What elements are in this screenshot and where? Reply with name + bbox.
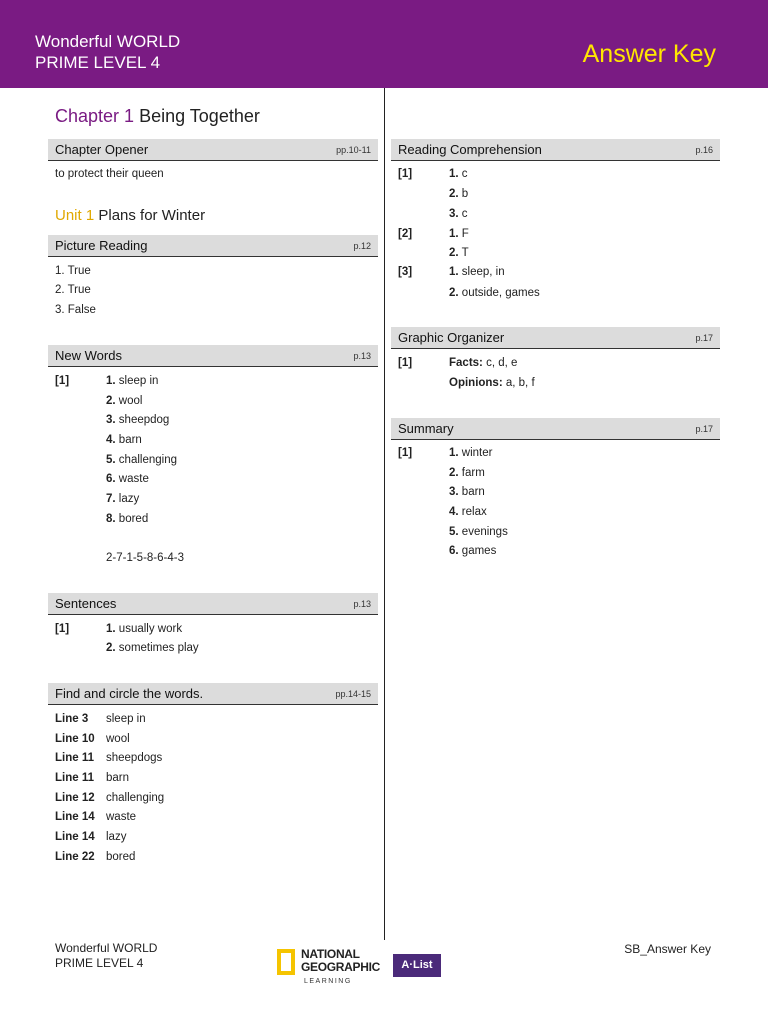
line-number: Line 14 xyxy=(55,831,95,843)
yellow-border-icon xyxy=(277,949,295,975)
list-item: 1. F xyxy=(449,228,469,240)
list-item: 2. T xyxy=(449,247,469,259)
section-bar-reading-comprehension: Reading Comprehension p.16 xyxy=(391,139,720,161)
line-number: Line 3 xyxy=(55,713,89,725)
word-sequence: 2-7-1-5-8-6-4-3 xyxy=(106,552,184,564)
section-number: [1] xyxy=(398,168,413,180)
found-word: lazy xyxy=(106,831,127,843)
line-number: Line 12 xyxy=(55,792,95,804)
found-word: sleep in xyxy=(106,713,146,725)
section-number: [1] xyxy=(55,375,70,387)
list-item: 8. bored xyxy=(106,513,149,525)
list-item: 1. sleep, in xyxy=(449,266,505,278)
footer-doc-label: SB_Answer Key xyxy=(624,942,711,956)
book-title: Wonderful WORLD PRIME LEVEL 4 xyxy=(35,32,181,72)
list-item: 3. barn xyxy=(449,486,485,498)
list-item: 2. wool xyxy=(106,395,143,407)
list-item: 2. sometimes play xyxy=(106,642,199,654)
found-word: waste xyxy=(106,811,137,823)
list-item: 7. lazy xyxy=(106,493,140,505)
section-bar-graphic-organizer: Graphic Organizer p.17 xyxy=(391,327,720,349)
page-header xyxy=(0,0,768,88)
section-bar-chapter-opener: Chapter Opener pp.10-11 xyxy=(48,139,378,161)
line-number: Line 11 xyxy=(55,772,94,784)
chapter-heading: Chapter 1 Being Together xyxy=(55,106,260,126)
list-item: 4. relax xyxy=(449,506,487,518)
line-number: Line 11 xyxy=(55,752,94,764)
list-item: 5. challenging xyxy=(106,454,177,466)
section-number: [2] xyxy=(398,228,413,240)
section-bar-summary: Summary p.17 xyxy=(391,418,720,440)
facts-row: Facts: c, d, e xyxy=(449,357,518,369)
line-number: Line 10 xyxy=(55,733,95,745)
line-number: Line 14 xyxy=(55,811,95,823)
found-word: barn xyxy=(106,772,130,784)
list-item: 3. sheepdog xyxy=(106,414,170,426)
section-number: [1] xyxy=(398,447,413,459)
section-bar-sentences: Sentences p.13 xyxy=(48,593,378,615)
found-word: sheepdogs xyxy=(106,752,163,764)
answer-key-title: Answer Key xyxy=(582,40,716,68)
line-number: Line 22 xyxy=(55,851,95,863)
a-list-badge: A·List xyxy=(393,954,441,977)
section-number: [1] xyxy=(55,623,70,635)
list-item: 6. waste xyxy=(106,473,149,485)
opinions-row: Opinions: a, b, f xyxy=(449,377,535,389)
section-number: [3] xyxy=(398,266,413,278)
list-item: 1. usually work xyxy=(106,623,183,635)
list-item: 2. outside, games xyxy=(449,287,540,299)
column-divider xyxy=(384,88,385,940)
found-word: bored xyxy=(106,851,136,863)
list-item: 1. winter xyxy=(449,447,493,459)
list-item: 3. c xyxy=(449,208,468,220)
chapter-opener-answer: to protect their queen xyxy=(55,168,164,180)
unit-heading: Unit 1 Plans for Winter xyxy=(55,207,206,224)
list-item: 5. evenings xyxy=(449,526,508,538)
list-item: 1. True xyxy=(55,265,91,277)
list-item: 3. False xyxy=(55,304,96,316)
found-word: challenging xyxy=(106,792,165,804)
list-item: 2. b xyxy=(449,188,469,200)
list-item: 1. c xyxy=(449,168,468,180)
section-bar-find-circle: Find and circle the words. pp.14-15 xyxy=(48,683,378,705)
found-word: wool xyxy=(106,733,130,745)
footer-book-title: Wonderful WORLD PRIME LEVEL 4 xyxy=(55,941,158,970)
list-item: 2. farm xyxy=(449,467,485,479)
list-item: 1. sleep in xyxy=(106,375,159,387)
section-bar-new-words: New Words p.13 xyxy=(48,345,378,367)
list-item: 2. True xyxy=(55,284,91,296)
list-item: 4. barn xyxy=(106,434,142,446)
national-geographic-logo: NATIONAL GEOGRAPHIC LEARNING xyxy=(277,948,382,988)
section-number: [1] xyxy=(398,357,413,369)
section-bar-picture-reading: Picture Reading p.12 xyxy=(48,235,378,257)
list-item: 6. games xyxy=(449,545,497,557)
